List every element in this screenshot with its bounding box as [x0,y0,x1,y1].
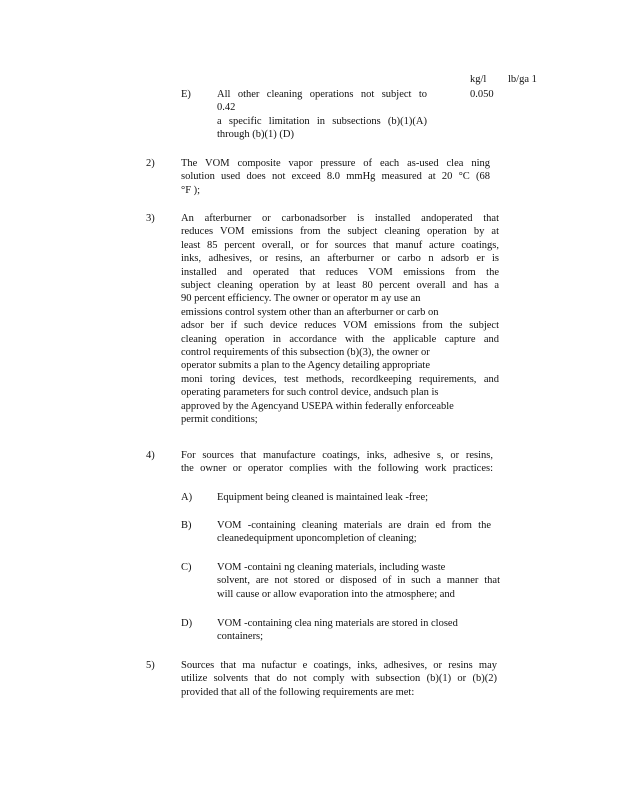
item-4d-text [217,617,487,644]
text-line: the owner or operator complies with the following work practices: [181,463,493,475]
text-line: Sources that ma nufactur e coatings, inks, adhesives, or resins may [181,660,497,671]
text-line: An afterburner or carbonadsorber is installed andoperated that [181,213,499,224]
text-line: installed and operated that reduces VOM emissions from the [181,266,499,278]
text-line: approved by the Agencyand USEPA within federally enforceable [181,400,454,412]
text-line: provided that all of the following requirements are met: [181,686,415,698]
item-4d-marker: D) [181,618,193,629]
unit-lb-label: lb/ga 1 [508,74,537,85]
item-5-marker: 5) [146,660,155,671]
text-line: moni toring devices, test methods, recordkeeping requirements, and [181,373,499,385]
item-2-text [181,157,490,197]
item-4a-text [217,491,477,504]
item-4a-marker: A) [181,492,193,503]
text-line: VOM -containing cleaning materials are drain ed from the [217,520,491,531]
item-3-text [181,212,499,427]
text-line: 90 percent efficiency. The owner or operator m ay use an [181,293,421,305]
item-e-marker: E) [181,89,191,100]
text-line: solvent, are not stored or disposed of in such a manner that [217,575,500,587]
text-line: operating parameters for such control device, andsuch plan is [181,387,439,399]
text-line: will cause or allow evaporation into the atmosphere; and [217,588,455,600]
text-line: least 85 percent overall, or for sources that manuf acture coatings, [181,239,499,251]
text-line: All other cleaning operations not subject to [217,89,427,100]
text-line: VOM -containi ng cleaning materials, including waste [217,562,446,573]
item-4c-text [217,561,500,601]
text-line: utilize solvents that do not comply with subsection (b)(1) or (b)(2) [181,673,497,685]
text-line: control requirements of this subsection (b)(3), the owner or [181,347,430,359]
text-line: cleanedequipment uponcompletion of cleaning; [217,533,417,545]
text-line: through (b)(1) (D) [217,129,294,141]
item-4-text [181,449,493,476]
text-line: °F ); [181,184,201,196]
text-line: For sources that manufacture coatings, inks, adhesive s, or resins, [181,450,493,461]
item-e-value-lb: 0.050 [470,89,494,100]
text-line: 0.42 [217,102,236,114]
text-line: operator submits a plan to the Agency detailing appropriate [181,360,431,372]
item-4-marker: 4) [146,450,155,461]
text-line: emissions control system other than an afterburner or carb on [181,306,439,318]
text-line: permit conditions; [181,414,258,426]
text-line: reduces VOM emissions from the subject cleaning operation by at [181,226,499,238]
item-5-text [181,659,497,699]
item-e-text [217,88,427,142]
text-line: subject cleaning operation by at least 80 percent overall and has a [181,280,499,292]
item-4c-marker: C) [181,562,192,573]
text-line: The VOM composite vapor pressure of each as-used clea ning [181,158,490,169]
text-line: solution used does not exceed 8.0 mmHg measured at 20 °C (68 [181,171,490,183]
text-line: Equipment being cleaned is maintained leak -free; [217,492,429,503]
text-line: inks, adhesives, or resins, an afterburner or carbo n adsorb er is [181,253,499,265]
item-4b-text [217,519,491,546]
unit-kg-label: kg/l [470,74,487,85]
text-line: VOM -containing clea ning materials are stored in closed [217,618,458,629]
text-line: containers; [217,631,264,643]
item-2-marker: 2) [146,158,155,169]
item-3-marker: 3) [146,213,155,224]
text-line: cleaning operation in accordance with the applicable capture and [181,333,499,345]
item-4b-marker: B) [181,520,192,531]
text-line: a specific limitation in subsections (b)(1)(A) [217,115,427,127]
text-line: adsor ber if such device reduces VOM emissions from the subject [181,320,499,332]
